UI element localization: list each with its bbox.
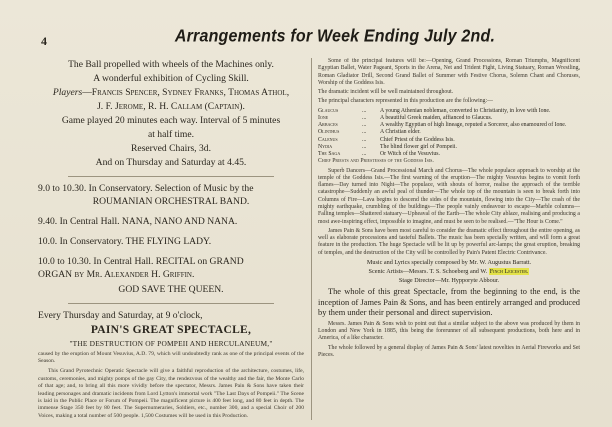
left-column — [38, 58, 304, 420]
players-names-1: —Francis Spencer, Sydney Franks, Thomas Athol, — [82, 87, 290, 98]
cycling-line-1: The Ball propelled with wheels of the Machines only. — [68, 59, 274, 70]
cast-row — [318, 108, 580, 115]
programme-item — [38, 182, 304, 208]
cast-row — [318, 122, 580, 129]
cast-description: A beautiful Greek maiden, affianced to Glaucus. — [380, 114, 493, 121]
section-divider — [68, 176, 274, 177]
cast-dots: ... — [362, 136, 367, 143]
programme-item-line-2: ROUMANIAN ORCHESTRAL BAND. — [92, 196, 250, 207]
game-duration-line-2: at half time. — [147, 129, 195, 140]
programme-item-line: 10.0. In Conservatory. THE FLYING LADY. — [38, 236, 212, 247]
cast-dots: ... — [362, 107, 367, 114]
cast-description: Or Witch of the Vesuvius. — [380, 151, 440, 157]
programme-item — [38, 215, 304, 228]
cycling-section — [38, 58, 304, 170]
cast-description: A wealthy Egyptian of high lineage, reputed a Sorcerer, also enamoured of Ione. — [380, 122, 567, 129]
section-divider — [68, 303, 274, 304]
cast-row — [318, 129, 580, 136]
spectacle-subtitle: "THE DESTRUCTION OF POMPEII AND HERCULANEUM," — [69, 339, 273, 348]
scenic-credit — [318, 268, 580, 276]
cast-role: Ione — [318, 114, 329, 121]
spectacle-section — [38, 309, 304, 420]
spectacle-name: PAIN'S GREAT SPECTACLE, — [90, 324, 252, 336]
cast-row — [318, 151, 580, 158]
cast-dots: ... — [362, 143, 367, 150]
cast-description: A Christian elder. — [380, 129, 421, 136]
cast-row — [318, 144, 580, 151]
players-label: Players — [52, 87, 83, 98]
cast-list — [318, 108, 580, 158]
cast-row — [318, 137, 580, 144]
players-line-1 — [38, 86, 304, 100]
programme-item-line: 9.40. In Central Hall. NANA, NANO AND NANA. — [38, 216, 238, 227]
spectacle-paragraph-1: caused by the eruption of Mount Vesuvius, A.D. 79, which will undoubtedly rank as one of the principal events of the Season. — [38, 350, 304, 364]
spectacle-intro: Every Thursday and Saturday, at 9 o'clock, — [38, 310, 203, 321]
page-title: Arrangements for Week Ending July 2nd. — [174, 26, 496, 46]
players-line-2: J. F. Jerome, R. H. Callam (Captain). — [97, 101, 245, 112]
cast-description: Chief Priest of the Goddess Isis. — [380, 136, 455, 143]
cast-dots: ... — [362, 151, 367, 157]
page-header — [0, 0, 612, 50]
column-divider — [311, 58, 312, 420]
reserved-chairs: Reserved Chairs, 3d. — [131, 143, 211, 154]
programme-item — [38, 255, 304, 281]
programme-item-line-2: ORGAN by Mr. Alexander H. Griffin. — [38, 269, 195, 280]
spectacle-paragraph-2: This Grand Pyrotechnic Operatic Spectacle will give a faithful reproduction of the architecture, costumes, life, customs, ceremonies, and mighty pomps of the gay City, the rendezvous of the wealthy and the fair, the Monte Carlo of that age; and, to bring all this more vividly before the spectator, Messrs. James Pain & Sons have taken their leading personages and dramatic incidents from Lord Lytton's immortal work "The Last Days of Pompeii." The Scene is laid in the Public Place or Forum of Pompeii. The magnificent picture is 400 feet long, and 80 feet in depth. The immense Stage 350 feet by 80 feet. The Supernumeraries, Soldiers, etc., number 300, and a special Choir of 200 Voices, making a total number of 500 people. 1,500 Costumes will be used in this Production. — [38, 368, 304, 419]
programme-item-line: 9.0 to 10.30. In Conservatory. Selection of Music by the — [38, 183, 254, 194]
scenic-credit-text: Scenic Artists—Messrs. T. S. Schoeberg and W. — [368, 268, 489, 276]
cycling-line-2: A wonderful exhibition of Cycling Skill. — [93, 73, 249, 84]
cast-dots: ... — [362, 122, 367, 129]
programme-item-line: 10.0 to 10.30. In Central Hall. RECITAL on GRAND — [38, 256, 244, 267]
cast-description: A young Athenian nobleman, converted to Christianity, in love with Ione. — [380, 107, 551, 114]
programme-list — [38, 182, 304, 297]
cast-dots: ... — [362, 129, 367, 136]
programme-item — [38, 235, 304, 248]
fireworks-paragraph: The whole followed by a general display of James Pain & Sons' latest novelties in Aerial Fireworks and Set Pieces. — [318, 344, 580, 359]
stage-director-credit: Stage Director—Mr. Hypporyte Abbour. — [398, 277, 500, 285]
right-column — [318, 58, 580, 420]
characters-intro: The principal characters represented in this production are the following:— — [318, 98, 493, 105]
thursday-saturday: And on Thursday and Saturday at 4.45. — [95, 157, 247, 168]
cast-description: The blind flower girl of Pompeii. — [380, 143, 457, 150]
inception-paragraph: The whole of this great Spectacle, from the beginning to the end, is the inception of James Pain & Sons, and has been entirely arranged and produced by them under their personal and direct supervision. — [318, 287, 580, 318]
cast-role: Nydia — [318, 143, 333, 150]
cast-role: Glaucus — [318, 107, 339, 114]
features-paragraph: Some of the principal features will be:—Opening, Grand Processions, Roman Triumphs, Magnificent Egyptian Ballet, Water Pageant, Sports in the Arena, Net and Trident Fight, Living Statuary, Roman Wrestling, Roman Gladiator Drill, Second Grand Ballet of Summer with Festive Chorus, Solemn Chant and Choruses, Worship of the Goddess Isis. — [318, 58, 580, 86]
cast-dots: ... — [362, 114, 367, 121]
production-paragraph: James Pain & Sons have been most careful to consider the dramatic effect throughout the entire opening, as well as elaborate processions and tasteful Ballets. The music has been specially written, and will form a great feature in the production. The huge Spectacle will be lit up by powerful arc-lamps; the great eruption, breaking of temples, and the destruction of the City will be controlled by Pain's Patent Electric Contrivance. — [318, 227, 580, 256]
synopsis-paragraph: Superb Dancers—Grand Processional March and Chorus—The whole populace approach to worship at the temple of the Goddess Isis.—The first warning of the eruption—The mighty Vesuvius begins to vomit forth flames—Day turned into Night—The populace, with shouts of horror, realise the approach of the terrible catastrophe—Suddenly an awful peal of thunder—The whole top of the mountain is seen to break forth into Columns of Fire—Lava begins to descend the sides of the mountain, flowing into the City—The crash of the mighty earthquake, crumbling of the buildings—The people vainly endeavour to escape—Marble columns—Falling temples—Shattered statuary—Upheaval of the Earth—The whole City ablaze, realising and producing a most awe-inspiring effect, impossible to imagine, and must be seen to be realised.—"The Hour is Come." — [318, 167, 580, 225]
cast-role: The Saga — [318, 151, 341, 157]
highlighted-name: Finch Leicester. — [489, 268, 529, 276]
cast-role: Olinthus — [318, 129, 340, 136]
page-number: 4 — [41, 34, 47, 48]
dramatic-incident: The dramatic incident will be well maintained throughout. — [318, 89, 454, 96]
cast-role: Arbaces — [318, 122, 338, 129]
god-save-the-queen: GOD SAVE THE QUEEN. — [118, 284, 224, 295]
music-credit: Music and Lyrics specially composed by Mr. W. Augustus Barratt. — [366, 259, 532, 267]
game-duration-line-1: Game played 20 minutes each way. Interval of 5 minutes — [61, 115, 281, 126]
cast-role: Calenus — [318, 136, 338, 143]
previous-production-paragraph: Messrs. James Pain & Sons wish to point out that a similar subject to the above was produced by them in London and New York in 1885, this being the forerunner of all subsequent productions, both here and in America, of a like character. — [318, 320, 580, 342]
priests-line: Chief Priests and Priestesses of the Goddess Isis. — [318, 158, 434, 165]
